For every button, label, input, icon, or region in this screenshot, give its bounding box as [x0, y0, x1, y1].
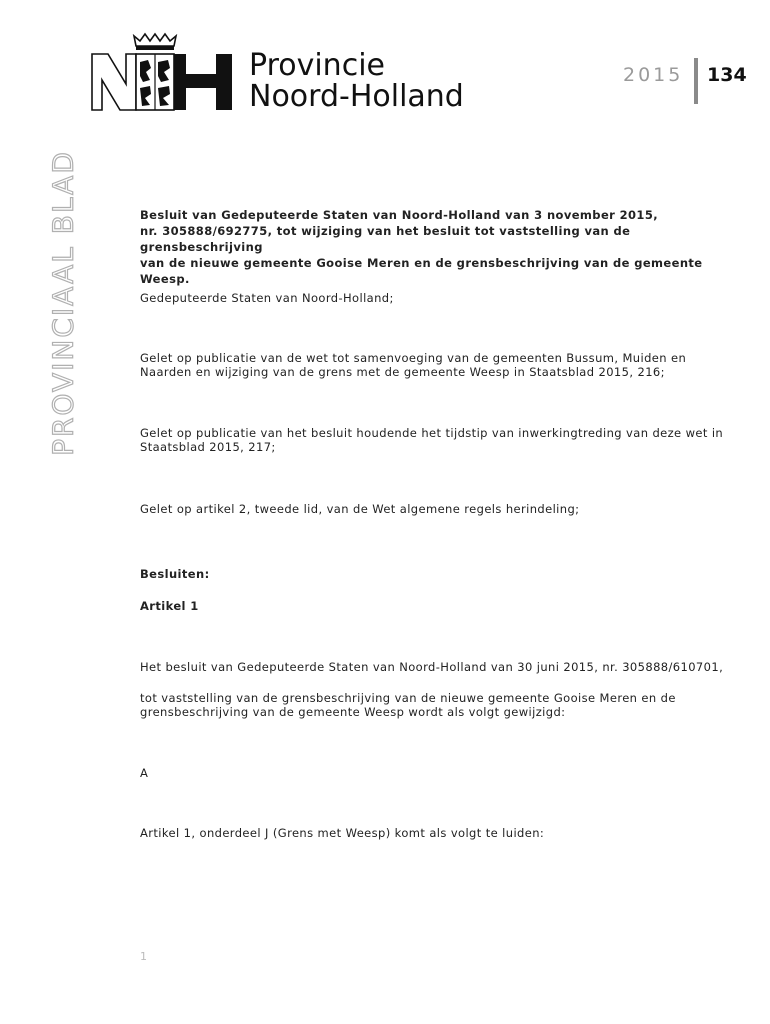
- paragraph-2-line-1: tot vaststelling van de grensbeschrijving van de nieuwe gemeente Gooise Meren en de: [140, 691, 676, 705]
- header-divider: [694, 58, 698, 104]
- gelet-1-line-1: Gelet op publicatie van de wet tot samenvoeging van de gemeenten Bussum, Muiden en: [140, 351, 687, 365]
- section-a-label: A: [140, 766, 149, 780]
- org-name-line-2: Noord-Holland: [249, 79, 464, 114]
- gelet-2-line-1: Gelet op publicatie van het besluit houdende het tijdstip van inwerkingtreding van deze wet in: [140, 426, 724, 440]
- intro-paragraph: Gedeputeerde Staten van Noord-Holland;: [140, 291, 394, 305]
- paragraph-2-line-2: grensbeschrijving van de gemeente Weesp wordt als volgt gewijzigd:: [140, 705, 566, 719]
- document-title: [140, 207, 740, 287]
- title-line-2: nr. 305888/692775, tot wijziging van het besluit tot vaststelling van de grensbeschrijving: [140, 224, 631, 254]
- paragraph-3: Artikel 1, onderdeel J (Grens met Weesp) komt als volgt te luiden:: [140, 826, 545, 840]
- issue-number: 134: [707, 64, 747, 86]
- provincie-noord-holland-crest-icon: [90, 32, 240, 112]
- publication-year: 2015: [623, 64, 684, 86]
- gelet-paragraph-3: Gelet op artikel 2, tweede lid, van de Wet algemene regels herindeling;: [140, 502, 580, 516]
- gelet-2-line-2: Staatsblad 2015, 217;: [140, 440, 276, 454]
- title-line-1: Besluit van Gedeputeerde Staten van Noord-Holland van 3 november 2015,: [140, 208, 658, 222]
- title-line-3: van de nieuwe gemeente Gooise Meren en de grensbeschrijving van de gemeente Weesp.: [140, 256, 703, 286]
- paragraph-1: Het besluit van Gedeputeerde Staten van Noord-Holland van 30 juni 2015, nr. 305888/610701,: [140, 660, 724, 674]
- gelet-paragraph-1: [140, 351, 740, 379]
- gelet-paragraph-2: [140, 426, 740, 454]
- page-number: 1: [140, 950, 147, 963]
- paragraph-2: [140, 691, 740, 719]
- organisation-name: [249, 50, 464, 112]
- org-name-line-1: Provincie: [249, 48, 385, 83]
- artikel-heading: Artikel 1: [140, 599, 199, 613]
- side-label-provinciaal-blad: PROVINCIAAL BLAD: [46, 150, 80, 456]
- besluiten-heading: Besluiten:: [140, 567, 210, 581]
- gelet-1-line-2: Naarden en wijziging van de grens met de gemeente Weesp in Staatsblad 2015, 216;: [140, 365, 665, 379]
